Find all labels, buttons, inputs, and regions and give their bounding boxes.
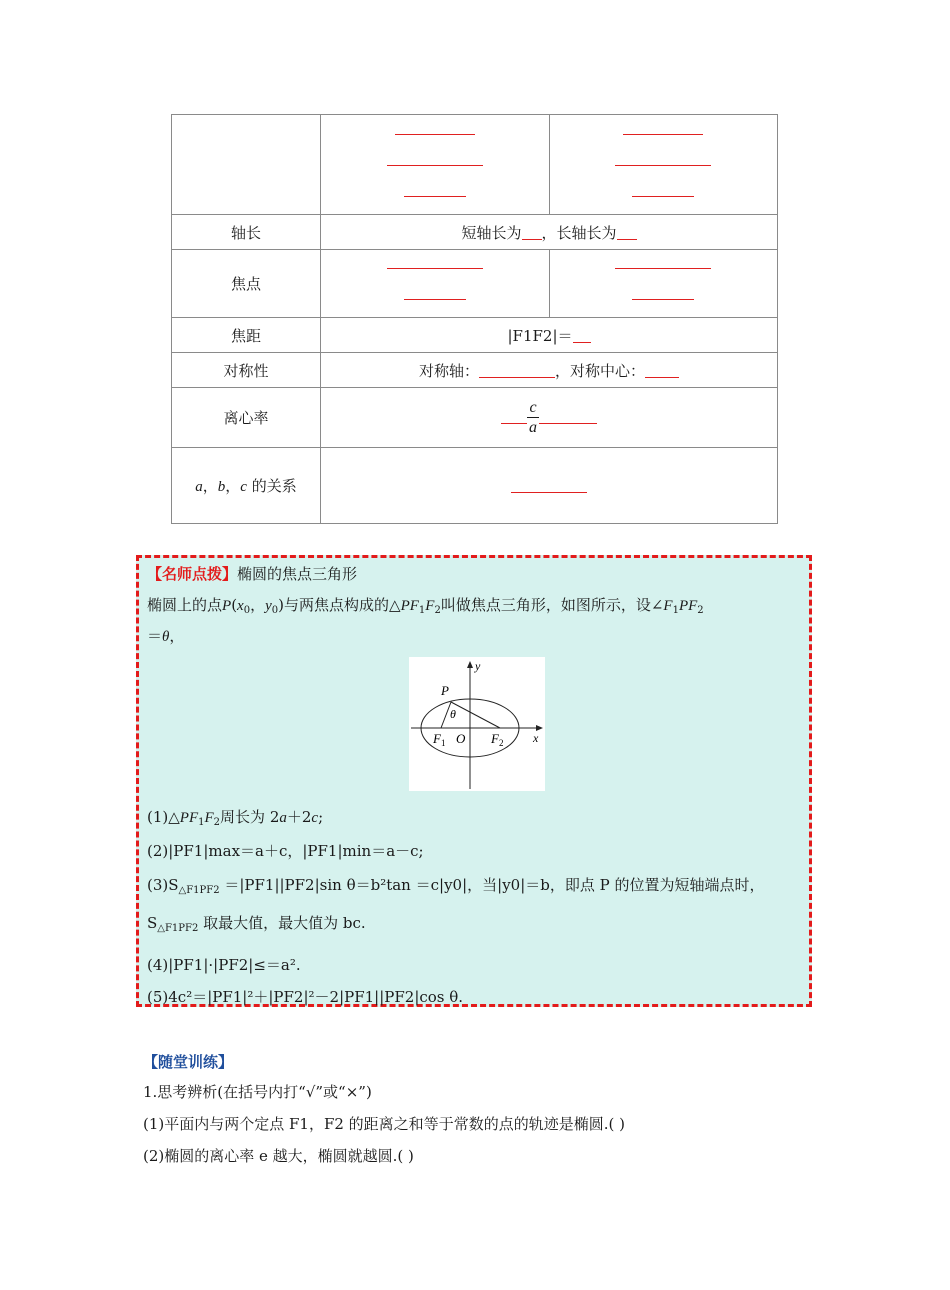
var-b: b bbox=[217, 479, 226, 495]
answer-blank[interactable] bbox=[522, 225, 542, 240]
table-row bbox=[172, 250, 778, 318]
practice-tag: 【随堂训练】 bbox=[143, 1053, 234, 1071]
tip-text: 周长为 2 bbox=[220, 808, 280, 826]
question-1-1: (1)平面内与两个定点 F1，F2 的距离之和等于常数的点的轨迹是椭圆.( ) bbox=[143, 1115, 625, 1133]
label-theta: θ bbox=[450, 707, 456, 721]
label-P: P bbox=[441, 683, 449, 698]
answer-blank[interactable] bbox=[615, 164, 711, 166]
table-row bbox=[172, 448, 778, 524]
axis-text: 短轴长为 bbox=[461, 223, 522, 242]
answer-blank[interactable] bbox=[645, 363, 679, 378]
segment-PF2 bbox=[451, 702, 500, 728]
eccentricity-cell bbox=[321, 388, 778, 448]
table-row bbox=[172, 353, 778, 388]
ellipse-properties-table bbox=[171, 114, 778, 524]
teacher-tip-box bbox=[136, 555, 812, 1007]
answer-blank[interactable] bbox=[479, 363, 555, 378]
row-label-axis: 轴长 bbox=[172, 215, 321, 250]
table-cell-empty bbox=[172, 115, 321, 215]
answer-blank[interactable] bbox=[617, 225, 637, 240]
tip-text: 叫做焦点三角形，如图所示，设∠ bbox=[440, 596, 664, 614]
focus-cell-right bbox=[549, 250, 778, 318]
tip-intro-line-2: ＝θ， bbox=[147, 627, 185, 645]
fraction-numerator: c bbox=[529, 399, 537, 416]
table-cell-blanks-left bbox=[321, 115, 550, 215]
label-O: O bbox=[456, 731, 466, 746]
table-row bbox=[172, 388, 778, 448]
symmetry-text: 对称轴： bbox=[418, 361, 479, 380]
answer-blank[interactable] bbox=[387, 164, 483, 166]
fraction bbox=[527, 398, 539, 437]
var-c: c bbox=[240, 479, 247, 495]
practice-heading bbox=[143, 1051, 233, 1072]
relation-text: 的关系 bbox=[251, 477, 297, 495]
tip-item-5: (5)4c²＝|PF1|²＋|PF2|²－2|PF1||PF2|cos θ. bbox=[147, 988, 464, 1006]
answer-blank[interactable] bbox=[573, 328, 591, 343]
question-1: 1.思考辨析(在括号内打“√”或“×”) bbox=[143, 1083, 372, 1101]
tip-text: (3)S bbox=[147, 876, 179, 894]
tip-item-4: (4)|PF1|·|PF2|≤＝a². bbox=[147, 956, 301, 974]
label-F2: $F_2$ bbox=[491, 731, 504, 748]
answer-blank[interactable] bbox=[632, 298, 694, 300]
tip-text: ＝|PF1||PF2|sin θ＝b²tan ＝c|y0|，当|y0|＝b，即点 P 的位置为短轴端点时， bbox=[224, 876, 765, 894]
focal-distance-cell bbox=[321, 318, 778, 353]
axis-length-cell bbox=[321, 215, 778, 250]
relation-cell bbox=[321, 448, 778, 524]
answer-blank[interactable] bbox=[511, 478, 587, 493]
tip-text: 与两焦点构成的△ bbox=[284, 596, 401, 614]
table-cell-blanks-right bbox=[549, 115, 778, 215]
tip-item-1: $(1)\triangle PF_1F_2$周长为 2a＋2c; bbox=[147, 808, 324, 828]
symmetry-cell bbox=[321, 353, 778, 388]
axis-text: ，长轴长为 bbox=[541, 223, 617, 242]
tip-title: 椭圆的焦点三角形 bbox=[237, 565, 358, 583]
label-F1: $F_1$ bbox=[433, 731, 446, 748]
label-x: x bbox=[533, 731, 539, 745]
tip-text: ＝ bbox=[147, 627, 163, 645]
tip-text: 取最大值，最大值为 bc. bbox=[203, 914, 366, 932]
answer-blank[interactable] bbox=[623, 133, 703, 135]
ellipse-diagram bbox=[409, 657, 545, 791]
label-y: y bbox=[475, 659, 481, 673]
tip-text: ＋2 bbox=[286, 808, 312, 826]
answer-blank[interactable] bbox=[632, 195, 694, 197]
tip-intro-line: 椭圆上的点$P(x_0$，$y_0$)与两焦点构成的$\triangle PF_1F_2$叫做焦点三角形，如图所示，设$\angle F_1PF_2$ bbox=[147, 596, 704, 616]
answer-blank[interactable] bbox=[404, 298, 466, 300]
table-row bbox=[172, 215, 778, 250]
tip-item-3: $(3)S_{\triangle F1PF2} =|PF1||PF2|\sin$ θ＝b²tan ＝c|y0|，当|y0|＝b，即点 P 的位置为短轴端点时， bbox=[147, 876, 765, 896]
tip-item-3-cont: $S_{\triangle F1PF2}$ 取最大值，最大值为 bc. bbox=[147, 914, 366, 934]
answer-blank[interactable] bbox=[615, 267, 711, 269]
ellipse-focal-triangle-figure bbox=[409, 657, 545, 791]
y-axis-arrow-icon bbox=[467, 661, 473, 668]
symmetry-text: ，对称中心： bbox=[555, 361, 646, 380]
row-label-relation: a，b，c 的关系 bbox=[172, 448, 321, 524]
tip-item-2: (2)|PF1|max＝a＋c，|PF1|min＝a－c; bbox=[147, 842, 424, 860]
tip-tag: 【名师点拨】 bbox=[147, 565, 238, 583]
tip-text: (1)△ bbox=[147, 808, 180, 826]
answer-blank[interactable] bbox=[395, 133, 475, 135]
tip-title-line bbox=[147, 563, 357, 584]
table-row bbox=[172, 318, 778, 353]
row-label-focus: 焦点 bbox=[172, 250, 321, 318]
tip-text: 椭圆上的点 bbox=[147, 596, 223, 614]
focal-distance-expr: |F1F2|＝ bbox=[507, 326, 573, 345]
table-row bbox=[172, 115, 778, 215]
fraction-denominator: a bbox=[529, 419, 537, 436]
focus-cell-left bbox=[321, 250, 550, 318]
question-1-2: (2)椭圆的离心率 e 越大，椭圆就越圆.( ) bbox=[143, 1147, 414, 1165]
eccentricity-formula bbox=[501, 398, 597, 437]
row-label-symmetry: 对称性 bbox=[172, 353, 321, 388]
row-label-focal-distance: 焦距 bbox=[172, 318, 321, 353]
answer-blank[interactable] bbox=[539, 411, 597, 424]
answer-blank[interactable] bbox=[387, 267, 483, 269]
answer-blank[interactable] bbox=[501, 411, 527, 424]
row-label-eccentricity: 离心率 bbox=[172, 388, 321, 448]
var-a: a bbox=[195, 479, 203, 495]
answer-blank[interactable] bbox=[404, 195, 466, 197]
